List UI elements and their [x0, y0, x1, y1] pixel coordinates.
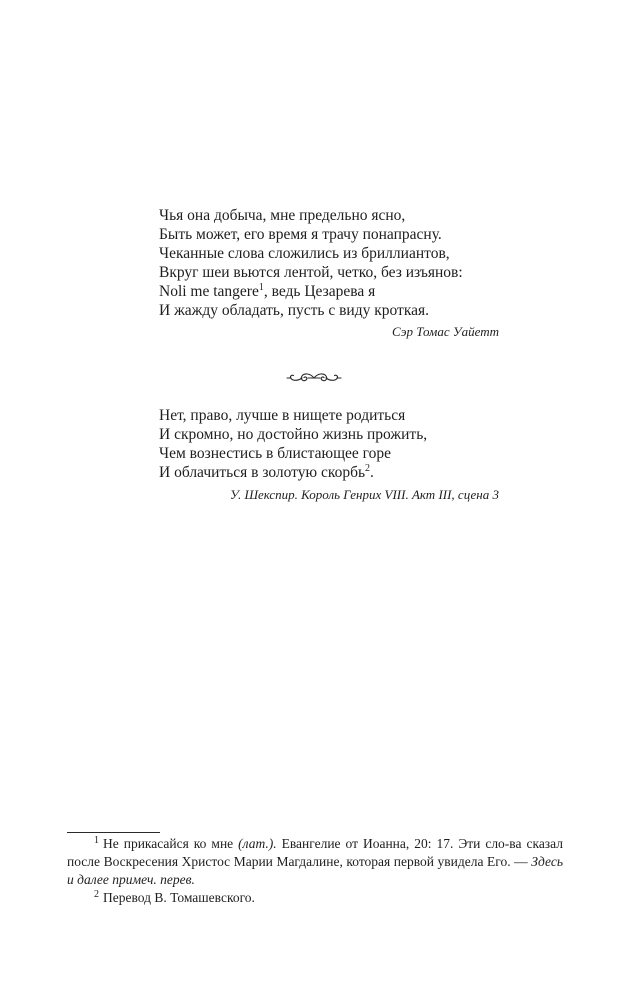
- footnote-text-italic: Здесь и далее примеч. перев.: [67, 854, 563, 887]
- footnote-reference[interactable]: 1: [258, 281, 264, 293]
- verse-latin-phrase: Noli me tangere: [159, 283, 259, 300]
- footnote-text-italic: (лат.).: [238, 836, 277, 851]
- verse-line: Быть может, его время я трачу понапрасну.: [159, 226, 442, 243]
- verse-line: Чья она добыча, мне предельно ясно,: [159, 207, 406, 224]
- epigraph-attribution: Сэр Томас Уайетт: [392, 324, 499, 339]
- footnote-text: Евангелие от Иоанна, 20: 17. Эти сло-ва сказал после Воскресения Христос Марии Магдалине, которая первой увидела Его. —: [67, 836, 563, 869]
- verse-line: Нет, право, лучше в нищете родиться: [159, 407, 406, 424]
- verse-line: Чем вознестись в блистающее горе: [159, 445, 392, 462]
- footnote-text: Не прикасайся ко мне: [103, 836, 239, 851]
- footnote-reference[interactable]: 2: [365, 462, 371, 474]
- footnote-separator: [67, 832, 160, 833]
- footnote-2: [67, 889, 563, 907]
- epigraph-wyatt: [159, 206, 499, 341]
- verse-line-text: И облачиться в золотую скорбь: [159, 464, 366, 481]
- verse-line-rest: , ведь Цезарева я: [263, 283, 376, 300]
- verse-line: Чеканные слова сложились из бриллиантов,: [159, 245, 450, 262]
- verse-line: Вкруг шеи вьются лентой, четко, без изъянов:: [159, 264, 463, 281]
- fleuron-divider-icon: [286, 371, 342, 385]
- footnote-number: 1: [94, 834, 99, 846]
- epigraph-shakespeare: [159, 406, 499, 504]
- footnote-text: Перевод В. Томашевского.: [103, 890, 255, 905]
- verse-line: [159, 463, 499, 482]
- verse-line: И скромно, но достойно жизнь прожить,: [159, 426, 428, 443]
- verse-line-end: .: [370, 464, 374, 481]
- epigraph-attribution: У. Шекспир. Король Генрих VIII. Акт III, сцена 3: [230, 487, 499, 502]
- verse-line: И жажду обладать, пусть с виду кроткая.: [159, 302, 430, 319]
- footnote-1: [67, 835, 563, 889]
- verse-line: [159, 282, 499, 301]
- footnote-number: 2: [94, 888, 99, 900]
- footnotes: [67, 835, 563, 907]
